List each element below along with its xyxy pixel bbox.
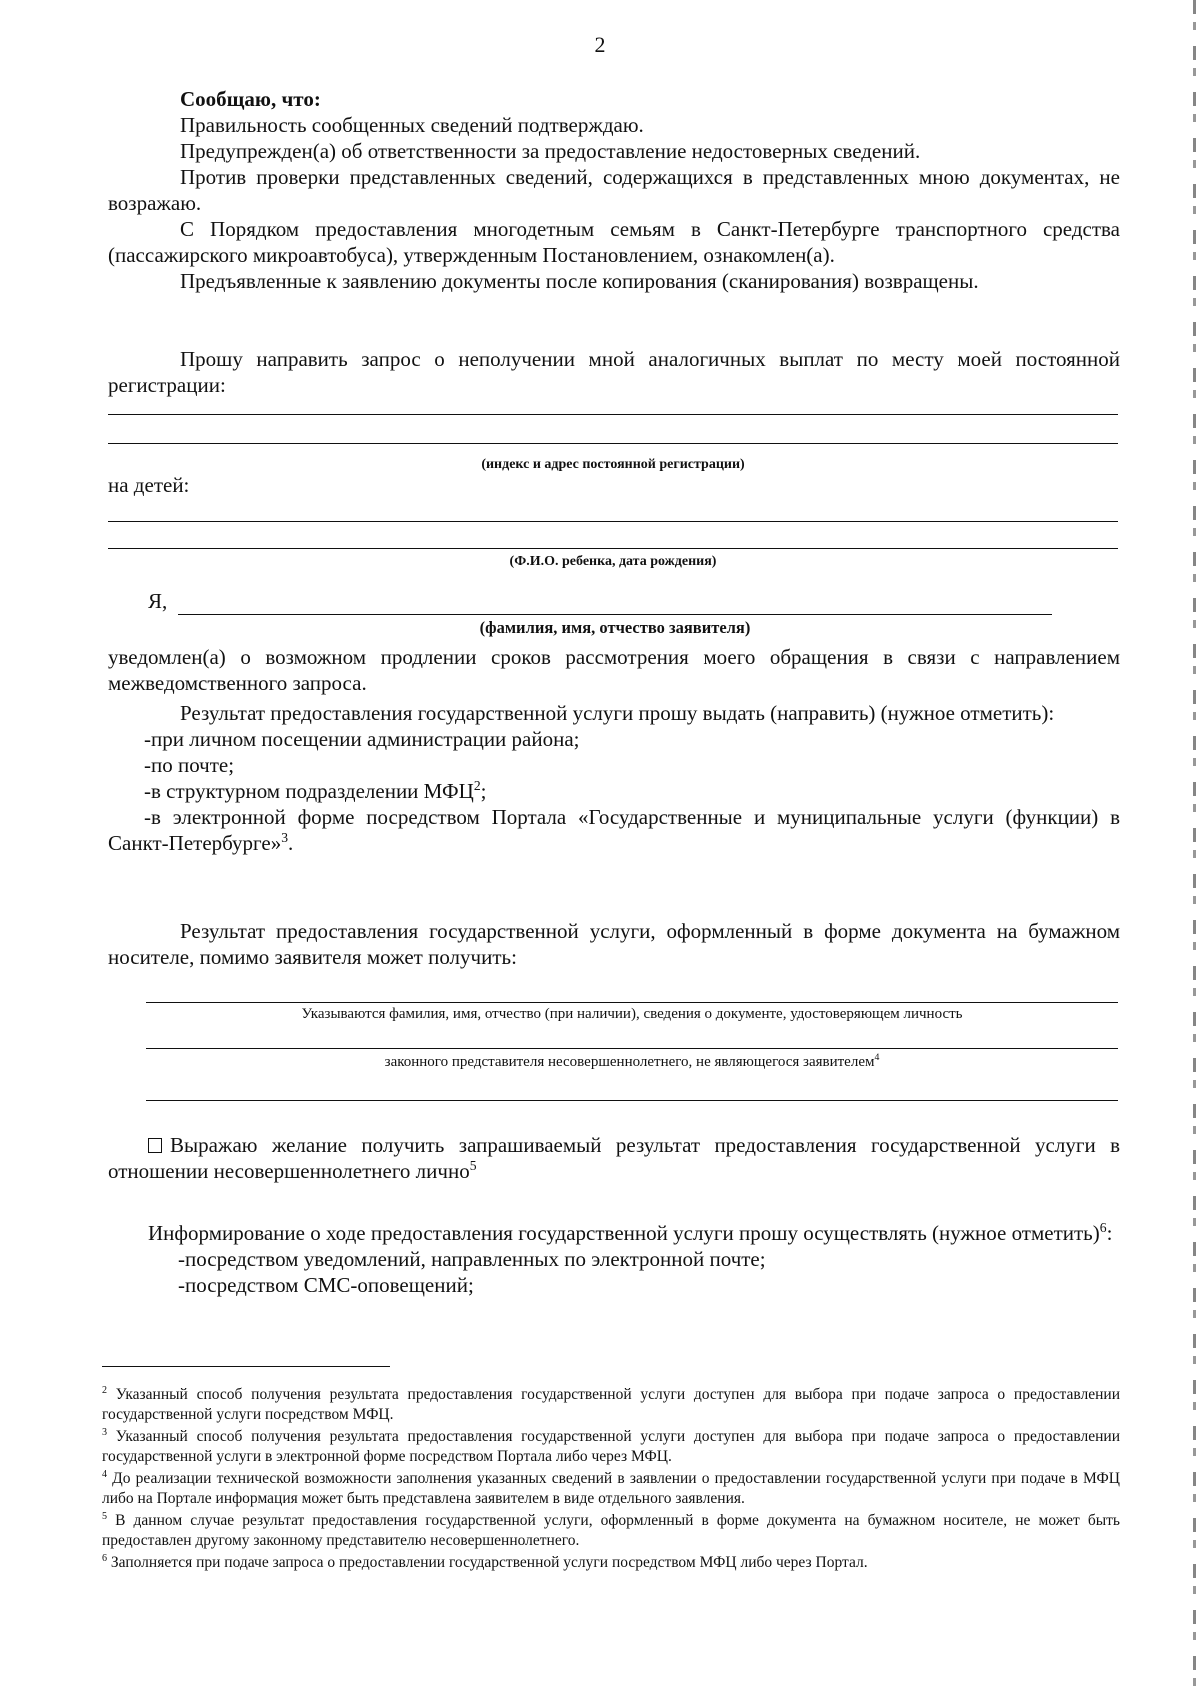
personal-receipt-option[interactable]: Выражаю желание получить запрашиваемый результат предоставления государственной услуги в отношении несовершеннолетнего лично$^5$ (108, 1133, 1120, 1183)
footnote: $^3$ Указанный способ получения результата предоставления государственной услуги доступен для выбора при подаче запроса о предоставлении государственной услуги в электронной форме посредством Портала либо через МФЦ. (102, 1426, 1120, 1465)
address-field-line-1[interactable] (108, 414, 1118, 415)
scan-page-edge (1193, 0, 1196, 1696)
footnote-divider (102, 1366, 390, 1367)
statement-line: Предупрежден(а) об ответственности за предоставление недостоверных сведений. (180, 139, 921, 163)
footnote: $^2$ Указанный способ получения результата предоставления государственной услуги доступен для выбора при подаче запроса о предоставлении государственной услуги посредством МФЦ. (102, 1384, 1120, 1423)
applicant-notice-text: уведомлен(а) о возможном продлении сроков рассмотрения моего обращения в связи с направлением межведомственного запроса. (108, 645, 1120, 695)
statement-line: С Порядком предоставления многодетным семьям в Санкт-Петербурге транспортного средства (пассажирского микроавтобуса), утвержденным Постановлением, ознакомлен(а). (108, 217, 1120, 267)
delivery-option[interactable]: -по почте; (144, 753, 235, 777)
request-paragraph (108, 346, 1120, 398)
request-text: Прошу направить запрос о неполучении мной аналогичных выплат по месту моей постоянной регистрации: (108, 347, 1120, 397)
representative-field-line-3[interactable] (146, 1100, 1118, 1101)
footnote-ref: 2 (473, 778, 481, 793)
footnotes (102, 1385, 1120, 1576)
informing-option[interactable]: -посредством уведомлений, направленных по электронной почте; (178, 1247, 766, 1271)
children-field-line-1[interactable] (108, 521, 1118, 522)
delivery-option[interactable]: -при личном посещении администрации района; (144, 727, 580, 751)
informing-option[interactable]: -посредством СМС-оповещений; (178, 1273, 474, 1297)
delivery-option[interactable]: -в электронной форме посредством Портала «Государственные и муниципальные услуги (функции) в Санкт-Петербурге»$^3$. (108, 805, 1120, 855)
representative-paragraph (108, 918, 1120, 970)
footnote: $^4$ До реализации технической возможности заполнения указанных сведений в заявлении о предоставлении государственной услуги при подаче в МФЦ либо на Портале информация может быть представлена заявителем в виде отдельного заявления. (102, 1468, 1120, 1507)
result-delivery-intro: Результат предоставления государственной услуги прошу выдать (направить) (нужное отметить): (180, 701, 1055, 725)
applicant-notice (108, 644, 1120, 696)
personal-receipt-paragraph (108, 1132, 1120, 1184)
page-number: 2 (594, 32, 606, 57)
address-caption: (индекс и адрес постоянной регистрации) (481, 457, 745, 472)
statement-heading: Сообщаю, что: (180, 87, 321, 111)
representative-field-line-2[interactable] (146, 1048, 1118, 1049)
personal-receipt-checkbox[interactable] (148, 1138, 162, 1153)
representative-text: Результат предоставления государственной услуги, оформленный в форме документа на бумажном носителе, помимо заявителя может получить: (108, 919, 1120, 969)
result-delivery-block (108, 700, 1120, 856)
representative-caption-2: законного представителя несовершеннолетнего, не являющегося заявителем$^4$ (384, 1052, 880, 1070)
statement-line: Предъявленные к заявлению документы после копирования (сканирования) возвращены. (180, 269, 979, 293)
children-label: на детей: (108, 473, 190, 497)
footnote-ref: 3 (281, 830, 289, 845)
statement-block (108, 86, 1120, 294)
applicant-prefix: Я, (148, 589, 168, 613)
address-field-line-2[interactable] (108, 443, 1118, 444)
representative-field-line-1[interactable] (146, 1002, 1118, 1003)
children-caption: (Ф.И.О. ребенка, дата рождения) (509, 554, 717, 569)
delivery-option[interactable]: -в структурном подразделении МФЦ$^2$; (144, 778, 487, 803)
applicant-caption: (фамилия, имя, отчество заявителя) (479, 618, 751, 637)
representative-caption-1: Указываются фамилия, имя, отчество (при наличии), сведения о документе, удостоверяющем личность (301, 1006, 963, 1022)
footnote-ref: 5 (469, 1158, 477, 1173)
statement-line: Правильность сообщенных сведений подтверждаю. (180, 113, 644, 137)
children-field-line-2[interactable] (108, 548, 1118, 549)
informing-block (108, 1220, 1120, 1298)
footnote: $^5$ В данном случае результат предоставления государственной услуги, оформленный в форме документа на бумажном носителе, не может быть предоставлен другому законному представителю несовершеннолетнего. (102, 1510, 1120, 1549)
footnote: $^6$ Заполняется при подаче запроса о предоставлении государственной услуги посредством МФЦ либо через Портал. (102, 1552, 868, 1571)
statement-line: Против проверки представленных сведений, содержащихся в представленных мною документах, не возражаю. (108, 165, 1120, 215)
applicant-name-field[interactable] (178, 614, 1052, 615)
informing-intro: Информирование о ходе предоставления государственной услуги прошу осуществлять (нужное отметить)$^6$: (148, 1220, 1113, 1245)
